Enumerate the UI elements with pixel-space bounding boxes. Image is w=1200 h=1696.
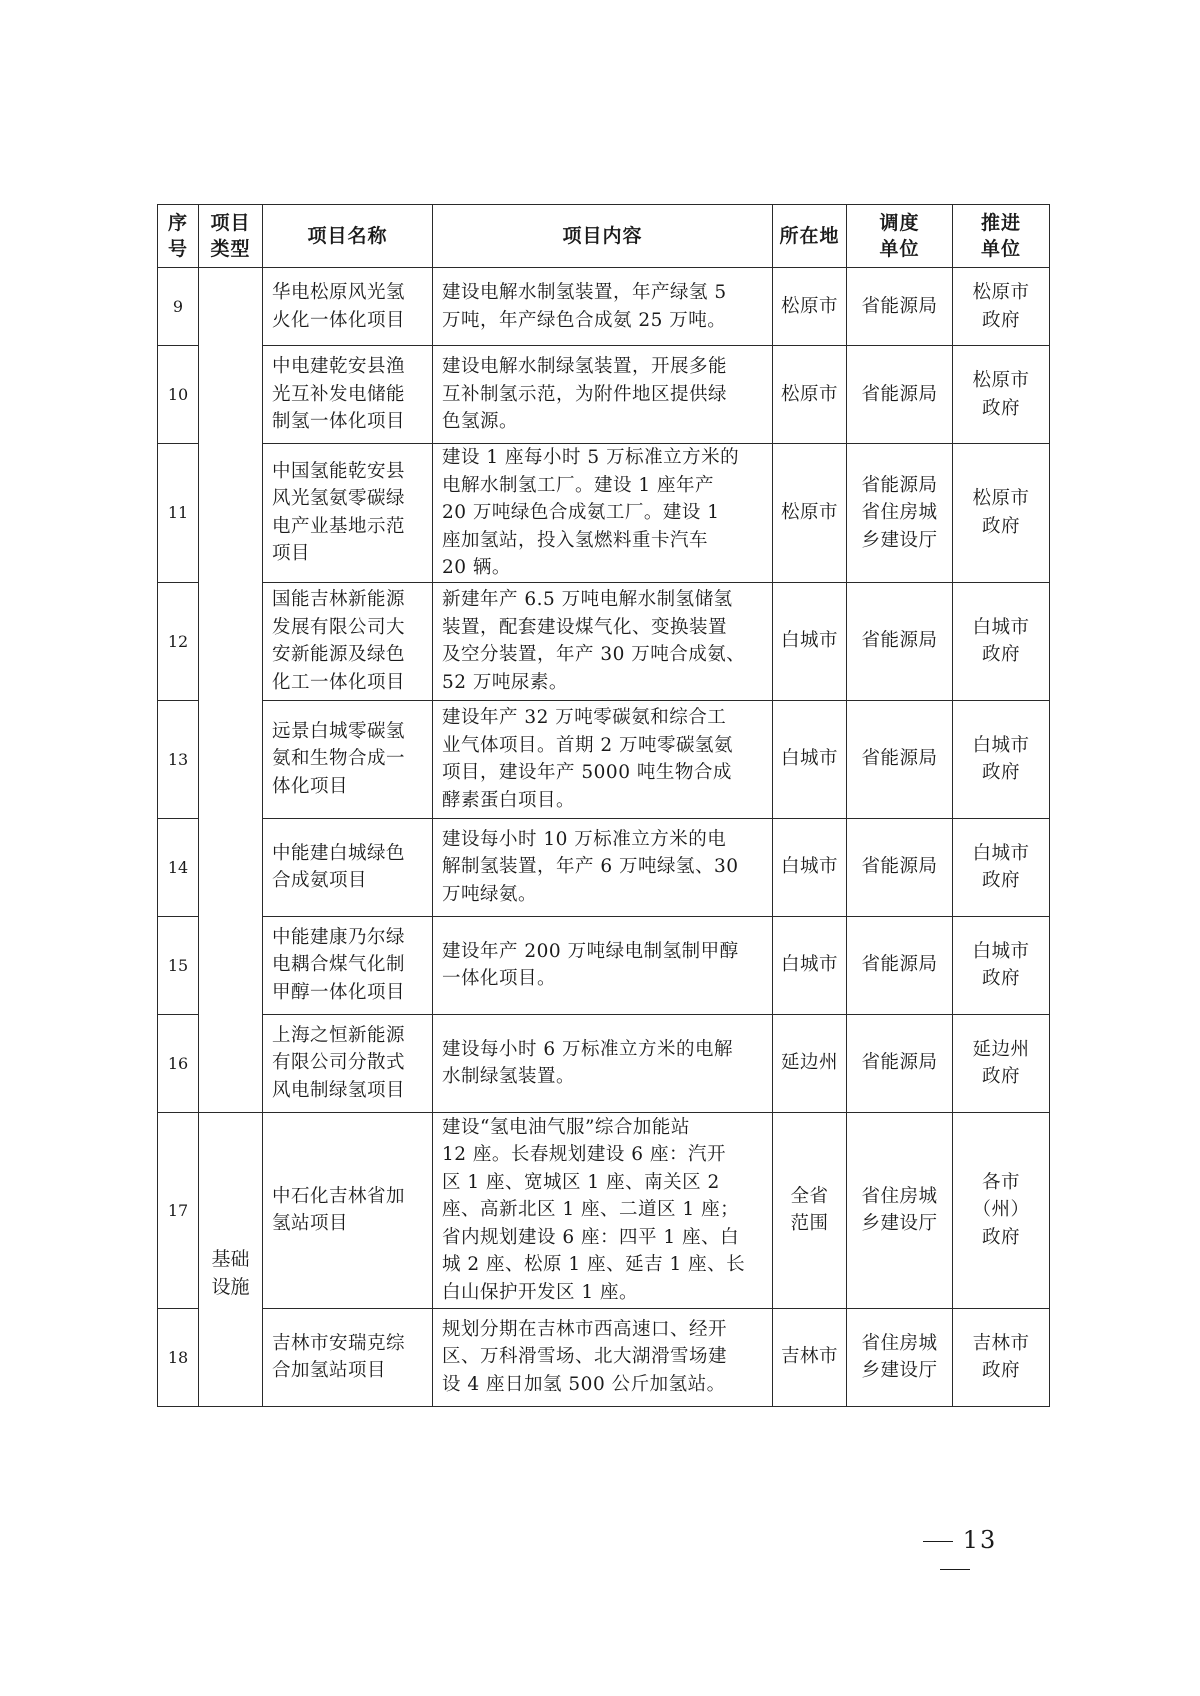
- table-header-row: [158, 205, 1050, 268]
- project-content: [433, 1112, 773, 1308]
- project-content-text: 建设年产 32 万吨零碳氨和综合工 业气体项目。首期 2 万吨零碳氢氨 项目，建设年产 5000 吨生物合成 酵素蛋白项目。: [442, 707, 734, 811]
- table-row: [158, 916, 1050, 1014]
- project-location-text: 延边州: [780, 1052, 838, 1074]
- project-name-text: 中国氢能乾安县 风光氢氨零碳绿 电产业基地示范 项目: [272, 460, 406, 565]
- table-row: [158, 700, 1050, 818]
- dispatch-unit: [847, 268, 953, 346]
- table-row: [158, 346, 1050, 444]
- project-content: [433, 346, 773, 444]
- header-content: 项目内容: [433, 205, 773, 268]
- row-number: [158, 1112, 199, 1308]
- header-promote: 推进 单位: [953, 205, 1050, 268]
- project-location-text: 白城市: [780, 856, 838, 878]
- table-row: [158, 1014, 1050, 1112]
- project-table: [157, 204, 1050, 1407]
- header-location: 所在地: [773, 205, 847, 268]
- promote-unit: [953, 1112, 1050, 1308]
- project-location: [773, 700, 847, 818]
- promote-unit: [953, 1308, 1050, 1406]
- project-name-text: 国能吉林新能源 发展有限公司大 安新能源及绿色 化工一体化项目: [272, 589, 406, 693]
- table-row: [158, 582, 1050, 700]
- project-location-text: 松原市: [780, 295, 838, 317]
- project-location-text: 全省 范围: [790, 1185, 829, 1234]
- dispatch-unit-text: 省能源局: [861, 1052, 938, 1074]
- project-name: [263, 268, 433, 346]
- table-row: [158, 268, 1050, 346]
- project-content-text: 建设年产 200 万吨绿电制氢制甲醇 一体化项目。: [442, 940, 739, 989]
- dispatch-unit: [847, 700, 953, 818]
- dispatch-unit: [847, 582, 953, 700]
- promote-unit: [953, 582, 1050, 700]
- dispatch-unit-text: 省能源局 省住房城 乡建设厅: [861, 474, 938, 551]
- table-body: [158, 268, 1050, 1407]
- project-name-text: 中石化吉林省加 氢站项目: [272, 1185, 406, 1234]
- project-name: [263, 444, 433, 583]
- project-content-text: 建设电解水制氢装置，年产绿氢 5 万吨，年产绿色合成氨 25 万吨。: [442, 282, 727, 331]
- row-number: [158, 346, 199, 444]
- row-number-text: 17: [167, 1200, 189, 1220]
- page-number: [890, 1526, 1020, 1582]
- project-location: [773, 818, 847, 916]
- row-number-text: 18: [167, 1347, 189, 1367]
- project-content-text: 建设每小时 10 万标准立方米的电 解制氢装置，年产 6 万吨绿氢、30 万吨绿氨。: [442, 828, 739, 905]
- project-content: [433, 700, 773, 818]
- dispatch-unit: [847, 1112, 953, 1308]
- dispatch-unit-text: 省住房城 乡建设厅: [861, 1185, 938, 1234]
- row-number: [158, 444, 199, 583]
- row-number: [158, 1014, 199, 1112]
- project-type: [199, 268, 263, 1113]
- project-name-text: 远景白城零碳氢 氨和生物合成一 体化项目: [272, 720, 406, 797]
- dispatch-unit: [847, 1308, 953, 1406]
- project-content-text: 建设每小时 6 万标准立方米的电解 水制绿氢装置。: [442, 1038, 734, 1087]
- promote-unit: [953, 346, 1050, 444]
- project-content: [433, 1308, 773, 1406]
- promote-unit-text: 延边州 政府: [972, 1038, 1030, 1087]
- project-name-text: 中能建康乃尔绿 电耦合煤气化制 甲醇一体化项目: [272, 926, 406, 1003]
- project-content: [433, 444, 773, 583]
- dispatch-unit-text: 省能源局: [861, 295, 938, 317]
- project-location-text: 松原市: [780, 502, 838, 523]
- project-content-text: 新建年产 6.5 万吨电解水制氢储氢 装置，配套建设煤气化、变换装置 及空分装置，年产 30 万吨合成氨、 52 万吨尿素。: [442, 589, 746, 693]
- dispatch-unit: [847, 916, 953, 1014]
- project-type: [199, 1112, 263, 1406]
- row-number: [158, 916, 199, 1014]
- project-type-text: 基础 设施: [211, 1247, 250, 1298]
- promote-unit-text: 白城市 政府: [972, 940, 1030, 989]
- project-content-text: 建设“氢电油气服”综合加能站 12 座。长春规划建设 6 座：汽开 区 1 座、宽城区 1 座、南关区 2 座、高新北区 1 座、二道区 1 座； 省内规划建设 6 座：四平 1 座、白 城 2 座、松原 1 座、延吉 1 座、长 白山保护开发区 1 座。: [442, 1116, 746, 1303]
- promote-unit-text: 松原市 政府: [972, 370, 1030, 419]
- row-number-text: 15: [167, 955, 189, 975]
- promote-unit-text: 松原市 政府: [972, 282, 1030, 331]
- row-number: [158, 1308, 199, 1406]
- promote-unit: [953, 444, 1050, 583]
- promote-unit: [953, 268, 1050, 346]
- row-number-text: 16: [167, 1053, 189, 1073]
- project-name: [263, 818, 433, 916]
- promote-unit-text: 白城市 政府: [972, 616, 1030, 665]
- dash-left: [923, 1541, 953, 1543]
- table-row: [158, 1112, 1050, 1308]
- project-name: [263, 1014, 433, 1112]
- project-name: [263, 1112, 433, 1308]
- project-location-text: 吉林市: [780, 1346, 838, 1368]
- dispatch-unit: [847, 346, 953, 444]
- project-content: [433, 1014, 773, 1112]
- dash-right: [940, 1569, 970, 1571]
- row-number: [158, 268, 199, 346]
- project-location: [773, 1014, 847, 1112]
- dispatch-unit-text: 省能源局: [861, 954, 938, 976]
- project-name: [263, 1308, 433, 1406]
- promote-unit-text: 白城市 政府: [972, 842, 1030, 891]
- header-dispatch: 调度 单位: [847, 205, 953, 268]
- project-location: [773, 1308, 847, 1406]
- project-content: [433, 818, 773, 916]
- project-location-text: 白城市: [780, 954, 838, 976]
- table-row: [158, 444, 1050, 583]
- row-number-text: 13: [167, 749, 189, 769]
- project-name-text: 中能建白城绿色 合成氨项目: [272, 842, 406, 891]
- table-row: [158, 1308, 1050, 1406]
- table-row: [158, 818, 1050, 916]
- project-name-text: 上海之恒新能源 有限公司分散式 风电制绿氢项目: [272, 1024, 406, 1101]
- project-location: [773, 1112, 847, 1308]
- page-number-text: 13: [962, 1526, 998, 1554]
- header-type: 项目 类型: [199, 205, 263, 268]
- project-name-text: 中电建乾安县渔 光互补发电储能 制氢一体化项目: [272, 356, 406, 433]
- project-name: [263, 582, 433, 700]
- promote-unit: [953, 818, 1050, 916]
- project-location: [773, 346, 847, 444]
- project-location: [773, 444, 847, 583]
- project-location-text: 白城市: [780, 630, 838, 652]
- project-name: [263, 916, 433, 1014]
- dispatch-unit: [847, 444, 953, 583]
- project-content-text: 规划分期在吉林市西高速口、经开 区、万科滑雪场、北大湖滑雪场建 设 4 座日加氢 500 公斤加氢站。: [442, 1318, 728, 1395]
- project-location-text: 白城市: [780, 748, 838, 770]
- project-name: [263, 700, 433, 818]
- promote-unit-text: 吉林市 政府: [972, 1332, 1030, 1381]
- row-number-text: 11: [167, 503, 189, 523]
- row-number-text: 10: [167, 385, 189, 404]
- promote-unit: [953, 700, 1050, 818]
- project-location: [773, 268, 847, 346]
- dispatch-unit: [847, 818, 953, 916]
- project-content-text: 建设 1 座每小时 5 万标准立方米的 电解水制氢工厂。建设 1 座年产 20 万吨绿色合成氨工厂。建设 1 座加氢站，投入氢燃料重卡汽车 20 辆。: [442, 447, 740, 578]
- project-name-text: 华电松原风光氢 火化一体化项目: [272, 282, 406, 331]
- dispatch-unit-text: 省能源局: [861, 748, 938, 770]
- project-content: [433, 268, 773, 346]
- dispatch-unit-text: 省能源局: [861, 383, 938, 405]
- row-number-text: 9: [172, 297, 184, 316]
- header-no: 序 号: [158, 205, 199, 268]
- dispatch-unit-text: 省能源局: [861, 856, 938, 878]
- row-number-text: 14: [167, 857, 189, 877]
- promote-unit: [953, 1014, 1050, 1112]
- dispatch-unit-text: 省住房城 乡建设厅: [861, 1332, 938, 1381]
- dispatch-unit: [847, 1014, 953, 1112]
- project-location: [773, 582, 847, 700]
- project-name: [263, 346, 433, 444]
- project-content: [433, 582, 773, 700]
- project-name-text: 吉林市安瑞克综 合加氢站项目: [272, 1332, 406, 1381]
- row-number-text: 12: [167, 631, 189, 651]
- project-content: [433, 916, 773, 1014]
- header-name: 项目名称: [263, 205, 433, 268]
- dispatch-unit-text: 省能源局: [861, 630, 938, 652]
- promote-unit-text: 各市 （州） 政府: [972, 1171, 1030, 1248]
- promote-unit-text: 松原市 政府: [972, 488, 1030, 537]
- project-location: [773, 916, 847, 1014]
- row-number: [158, 818, 199, 916]
- project-location-text: 松原市: [780, 383, 838, 405]
- row-number: [158, 582, 199, 700]
- row-number: [158, 700, 199, 818]
- promote-unit-text: 白城市 政府: [972, 734, 1030, 783]
- promote-unit: [953, 916, 1050, 1014]
- project-content-text: 建设电解水制绿氢装置，开展多能 互补制氢示范，为附件地区提供绿 色氢源。: [442, 356, 728, 433]
